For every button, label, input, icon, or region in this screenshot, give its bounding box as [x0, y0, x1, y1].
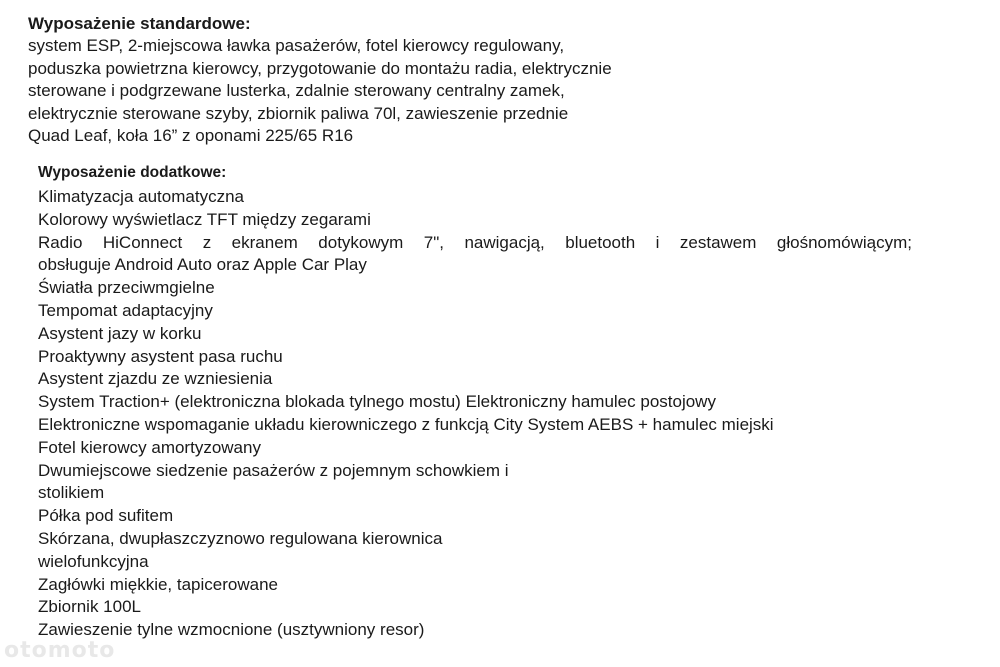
list-item: Półka pod sufitem	[38, 506, 174, 526]
list-item: Klimatyzacja automatyczna	[38, 187, 244, 206]
list-item: Kolorowy wyświetlacz TFT między zegarami	[38, 209, 371, 229]
list-item: Zbiornik 100L	[38, 597, 142, 617]
list-item: Zagłówki miękkie, tapicerowane	[38, 574, 278, 594]
watermark-logo: otomoto	[4, 638, 116, 663]
list-item: stolikiem	[38, 483, 105, 503]
list-item: Światła przeciwmgielne	[38, 278, 215, 298]
list-item: Radio HiConnect z ekranem dotykowym 7", nawigacją, bluetooth i zestawem głośnomówiącym;	[38, 232, 912, 252]
list-item: Proaktywny asystent pasa ruchu	[38, 346, 283, 366]
additional-equipment-section	[38, 162, 918, 642]
list-item: Zawieszenie tylne wzmocnione (usztywniony resor)	[38, 620, 425, 640]
standard-equipment-heading: Wyposażenie standardowe:	[28, 14, 251, 33]
standard-equipment-line: Quad Leaf, koła 16” z oponami 225/65 R16	[28, 126, 354, 145]
list-item: Asystent zjazdu ze wzniesienia	[38, 369, 273, 389]
standard-equipment-line: elektrycznie sterowane szyby, zbiornik paliwa 70l, zawieszenie przednie	[28, 103, 569, 123]
list-item: Dwumiejscowe siedzenie pasażerów z pojemnym schowkiem i	[38, 460, 509, 480]
list-item: wielofunkcyjna	[38, 551, 149, 571]
list-item: Skórzana, dwupłaszczyznowo regulowana kierownica	[38, 528, 443, 548]
list-item: Fotel kierowcy amortyzowany	[38, 437, 261, 457]
standard-equipment-line: sterowane i podgrzewane lusterka, zdalnie sterowany centralny zamek,	[28, 81, 565, 100]
list-item: Elektroniczne wspomaganie układu kierowniczego z funkcją City System AEBS + hamulec miejski	[38, 414, 774, 434]
standard-equipment-line: system ESP, 2-miejscowa ławka pasażerów, fotel kierowcy regulowany,	[28, 36, 565, 55]
additional-equipment-heading: Wyposażenie dodatkowe:	[38, 164, 227, 181]
standard-equipment-section	[28, 12, 748, 148]
standard-equipment-line: poduszka powietrzna kierowcy, przygotowanie do montażu radia, elektrycznie	[28, 58, 612, 78]
list-item: System Traction+ (elektroniczna blokada tylnego mostu) Elektroniczny hamulec postojowy	[38, 392, 716, 412]
list-item: Asystent jazy w korku	[38, 323, 202, 343]
additional-equipment-list	[38, 186, 918, 642]
list-item: obsługuje Android Auto oraz Apple Car Play	[38, 255, 367, 275]
list-item: Tempomat adaptacyjny	[38, 300, 213, 320]
